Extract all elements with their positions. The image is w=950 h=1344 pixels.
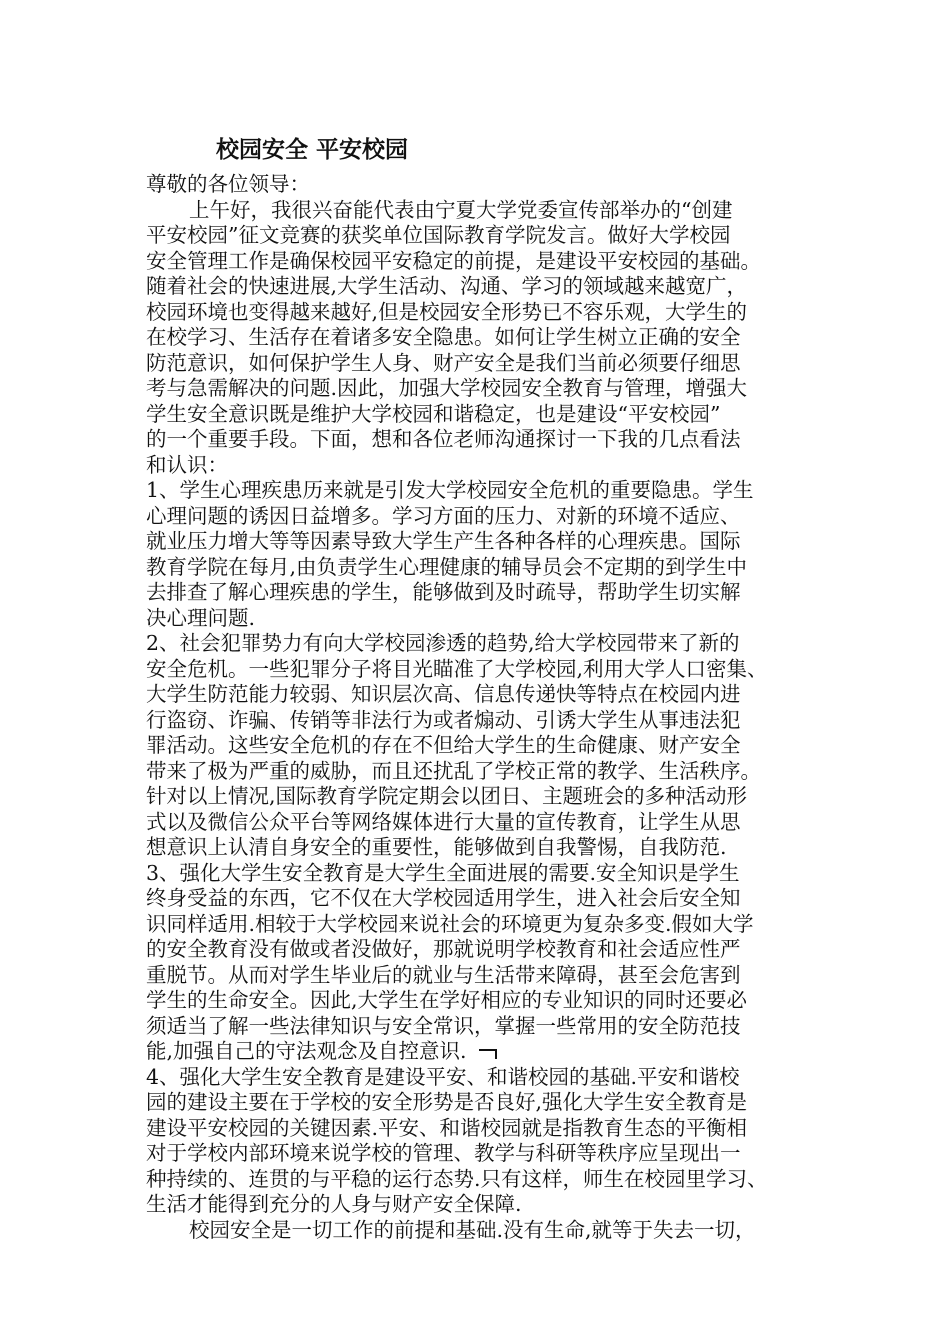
body-line: 安全管理工作是确保校园平安稳定的前提，是建设平安校园的基础。 xyxy=(146,248,761,273)
body-line: 大学生防范能力较弱、知识层次高、信息传递快等特点在校园内进 xyxy=(146,682,741,706)
body-line: 学生安全意识既是维护大学校园和谐稳定，也是建设“平安校园” xyxy=(146,401,721,426)
body-line: 园的建设主要在于学校的安全形势是否良好,强化大学生安全教育是 xyxy=(146,1090,748,1114)
body-line: 种持续的、连贯的与平稳的运行态势.只有这样，师生在校园里学习、 xyxy=(146,1166,768,1191)
body-line: 3、强化大学生安全教育是大学生全面进展的需要.安全知识是学生 xyxy=(146,860,740,885)
body-line: 识同样适用.相较于大学校园来说社会的环境更为复杂多变.假如大学 xyxy=(146,911,754,936)
body-line: 随着社会的快速进展,大学生活动、沟通、学习的领域越来越宽广， xyxy=(146,274,748,298)
body-line: 在校学习、生活存在着诸多安全隐患。如何让学生树立正确的安全 xyxy=(146,325,741,349)
body-line: 想意识上认清自身安全的重要性，能够做到自我警惕，自我防范. xyxy=(146,835,727,859)
body-line: 心理问题的诱因日益增多。学习方面的压力、对新的环境不适应、 xyxy=(146,503,741,528)
body-line: 教育学院在每月,由负责学生心理健康的辅导员会不定期的到学生中 xyxy=(146,554,748,579)
body-line: 2、社会犯罪势力有向大学校园渗透的趋势,给大学校园带来了新的 xyxy=(146,631,740,655)
body-line: 校园安全是一切工作的前提和基础.没有生命,就等于失去一切， xyxy=(189,1217,756,1242)
body-line: 决心理问题. xyxy=(146,605,256,630)
body-line: 式以及微信公众平台等网络媒体进行大量的宣传教育，让学生从思 xyxy=(146,809,741,834)
body-line: 安全危机。一些犯罪分子将目光瞄准了大学校园,利用大学人口密集、 xyxy=(146,656,768,681)
body-line: 针对以上情况,国际教育学院定期会以团日、主题班会的多种活动形 xyxy=(146,784,748,808)
body-line: 生活才能得到充分的人身与财产安全保障. xyxy=(146,1192,522,1216)
body-line: 4、强化大学生安全教育是建设平安、和谐校园的基础.平安和谐校 xyxy=(146,1064,740,1089)
paragraph-end-mark-icon xyxy=(479,1046,499,1060)
body-line: 的安全教育没有做或者没做好，那就说明学校教育和社会适应性严 xyxy=(146,937,741,961)
document-body xyxy=(146,172,826,1243)
body-line: 终身受益的东西，它不仅在大学校园适用学生，进入社会后安全知 xyxy=(146,886,741,910)
body-line: 1、学生心理疾患历来就是引发大学校园安全危机的重要隐患。学生 xyxy=(146,478,754,502)
body-line: 上午好，我很兴奋能代表由宁夏大学党委宣传部举办的“创建 xyxy=(189,197,733,222)
body-line: 考与急需解决的问题.因此，加强大学校园安全教育与管理，增强大 xyxy=(146,376,748,400)
salutation-line: 尊敬的各位领导： xyxy=(146,172,310,196)
body-line: 须适当了解一些法律知识与安全常识，掌握一些常用的安全防范技 xyxy=(146,1013,741,1038)
body-line: 校园环境也变得越来越好,但是校园安全形势已不容乐观，大学生的 xyxy=(146,299,748,324)
body-line: 的一个重要手段。下面，想和各位老师沟通探讨一下我的几点看法 xyxy=(146,427,741,451)
body-line-with-mark xyxy=(146,1039,826,1065)
body-line: 带来了极为严重的威胁，而且还扰乱了学校正常的教学、生活秩序。 xyxy=(146,758,761,783)
body-line: 去排查了解心理疾患的学生，能够做到及时疏导，帮助学生切实解 xyxy=(146,580,741,604)
body-line: 建设平安校园的关键因素.平安、和谐校园就是指教育生态的平衡相 xyxy=(146,1115,748,1140)
body-line: 罪活动。这些安全危机的存在不但给大学生的生命健康、财产安全 xyxy=(146,733,741,757)
body-line: 学生的生命安全。因此,大学生在学好相应的专业知识的同时还要必 xyxy=(146,988,748,1012)
body-line: 行盗窃、诈骗、传销等非法行为或者煽动、引诱大学生从事违法犯 xyxy=(146,707,741,732)
document-title: 校园安全 平安校园 xyxy=(216,137,409,163)
body-line: 平安校园”征文竞赛的获奖单位国际教育学院发言。做好大学校园 xyxy=(146,223,731,247)
body-line: 对于学校内部环境来说学校的管理、教学与科研等秩序应呈现出一 xyxy=(146,1141,741,1165)
body-line-text: 能,加强自己的守法观念及自控意识. xyxy=(146,1039,467,1063)
body-line: 就业压力增大等等因素导致大学生产生各种各样的心理疾患。国际 xyxy=(146,529,741,553)
body-line: 和认识： xyxy=(146,452,228,477)
body-line: 防范意识，如何保护学生人身、财产安全是我们当前必须要仔细思 xyxy=(146,350,741,375)
body-line: 重脱节。从而对学生毕业后的就业与生活带来障碍，甚至会危害到 xyxy=(146,962,741,987)
